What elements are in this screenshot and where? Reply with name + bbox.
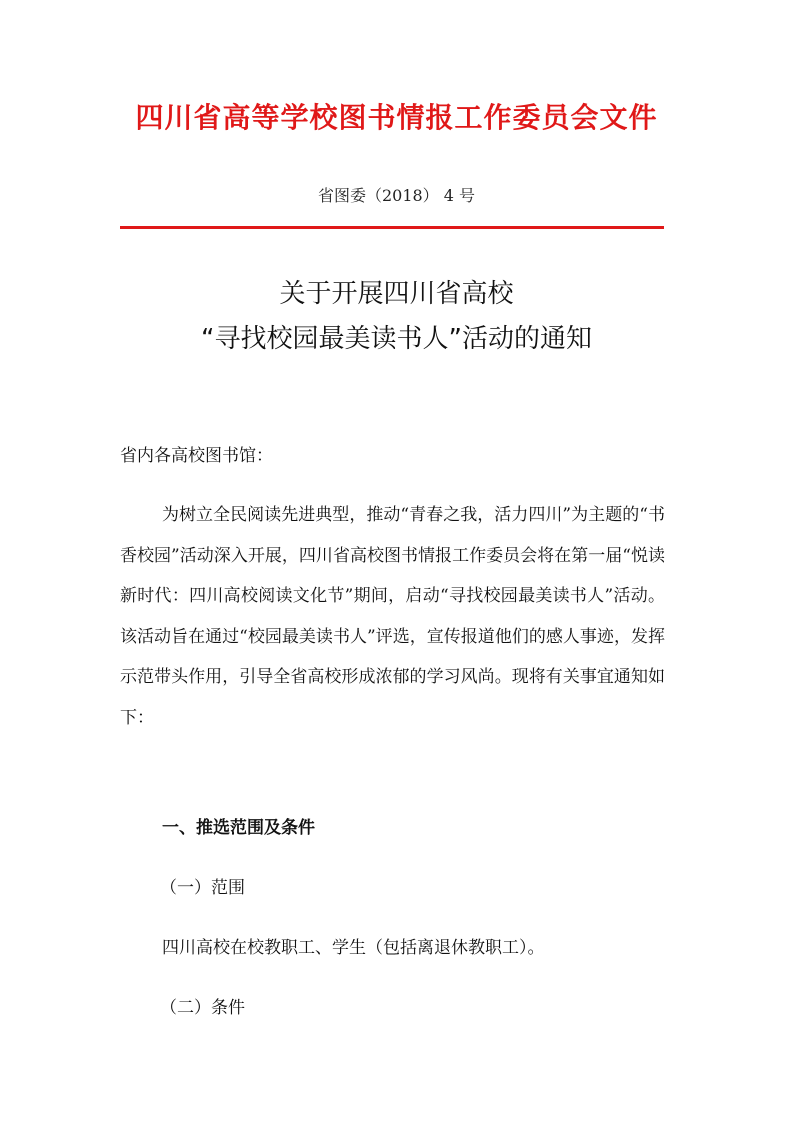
subsection-text-scope: 四川高校在校教职工、学生（包括离退休教职工）。: [162, 938, 545, 958]
notice-title-line-2: “寻找校园最美读书人”活动的通知: [201, 324, 592, 354]
body-paragraph: 为树立全民阅读先进典型，推动“青春之我，活力四川”为主题的“书香校园”活动深入开展，四川省高校图书情报工作委员会将在第一届“悦读新时代：四川高校阅读文化节”期间，启动“寻找校园最美读书人”活动。该活动旨在通过“校园最美读书人”评选，宣传报道他们的感人事迹，发挥示范带头作用，引导全省高校形成浓郁的学习风尚。现将有关事宜通知如下：: [120, 505, 665, 728]
notice-title-line-1: 关于开展四川省高校: [279, 279, 514, 309]
section-heading: 一、推选范围及条件: [162, 818, 315, 838]
issuer-header: 四川省高等学校图书情报工作委员会文件: [135, 101, 658, 134]
subsection-heading-conditions: （二）条件: [160, 998, 245, 1018]
red-divider-line: [120, 226, 664, 229]
salutation: 省内各高校图书馆：: [120, 446, 273, 466]
subsection-heading-scope: （一）范围: [160, 878, 245, 898]
document-number: 省图委（2018） 4 号: [317, 186, 476, 205]
